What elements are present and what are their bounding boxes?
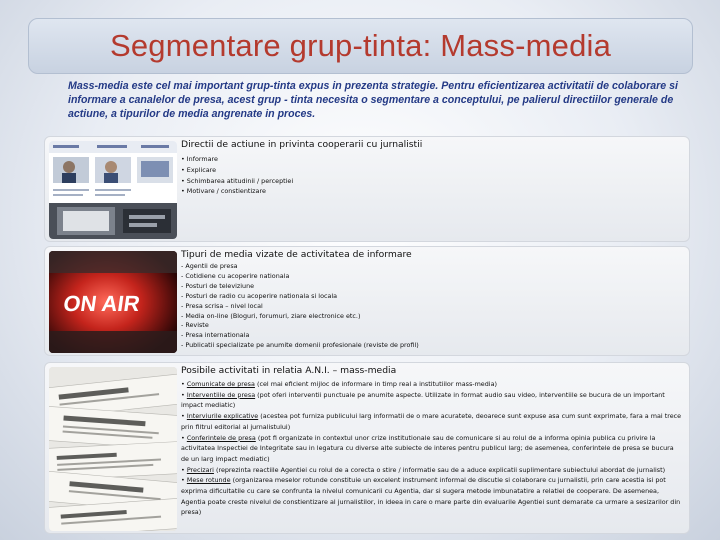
card-body (181, 139, 683, 197)
activity-text: (reprezinta reactiile Agentiei cu rolul de a corecta o stire / informatie sau de a aduce explicatii suplimentare subiectului abordat de jurnalist) (213, 465, 666, 474)
card-body (181, 249, 683, 351)
list-item: • Comunicate de presa (cel mai eficient mijloc de informare in timp real a institutiilor mass-media) (181, 380, 497, 388)
card-heading: Posibile activitati in relatia A.N.I. – mass-media (181, 365, 397, 376)
list-item: • Conferintele de presa (pot fi organizate in contextul unor crize institutionale sau de comunicare si au rolul de a informa opinia publica cu privire la activitatea Inspectiei de Integritate sau in legatura cu diverse alte subiecte de interes pentru publicul larg; de asemenea, conferintele de presa se bucura de un larg impact mediatic) (181, 433, 674, 463)
list-item: - Publicatii specializate pe anumite domenii profesionale (reviste de profil) (181, 341, 419, 350)
list-item: • Mese rotunde (organizarea meselor rotunde constituie un excelent instrument informal de discutie si colaborare cu jurnalistii, prin care acestia isi pot exprima dificultatile cu care se confrunta la nivelul comunicarii cu Agentia, dar si sugera metode imbunatatire a relatiei de cooperare. De asemenea, Agentia poate creste nivelul de constientizare al jurnalistilor, in ideea in care o mare parte din evaluarile Agentiei sunt demarate ca urmare a sesizarilor din presa) (181, 476, 681, 517)
list-item: - Posturi de radio cu acoperire nationala si locala (181, 291, 338, 300)
activity-term: Conferintele de presa (186, 433, 256, 442)
card-media-types (44, 246, 690, 356)
bullet-list (181, 154, 683, 197)
activity-text: (pot fi organizate in contextul unor crize institutionale sau de comunicare si au rolul de a informa opinia publica cu privire la activitatea Inspectiei de Integritate sau in legatura cu diverse alte subiecte de interes pentru publicul larg; de asemenea, conferintele de presa se bucura de un larg impact mediatic) (181, 433, 674, 463)
card-body (181, 365, 683, 518)
activity-text: (pot oferi interventii punctuale pe anumite aspecte. Utilizate in format audio sau video, interventiile se bucura de un important impact mediatic) (181, 390, 665, 410)
list-item: • Explicare (181, 165, 217, 174)
list-item: - Posturi de televiziune (181, 281, 255, 290)
title-banner (28, 18, 693, 74)
newspapers-stack-icon (49, 367, 177, 531)
list-item: - Reviste (181, 321, 209, 330)
activity-term: Precizari (186, 465, 214, 474)
list-item: - Cotidiene cu acoperire nationala (181, 271, 290, 280)
list-item: • Interviurile explicative (acestea pot furniza publicului larg informatii de o mare acuratete, deoarece sunt expuse asa cum sunt exprimate, fara a mai trece prin filtrul editorial al jurnalistului) (181, 412, 682, 431)
slide-title: Segmentare grup-tinta: Mass-media (109, 28, 612, 63)
activity-term: Mese rotunde (186, 476, 231, 485)
list-item: • Interventiile de presa (pot oferi interventii punctuale pe anumite aspecte. Utilizate in format audio sau video, interventiile se bucura de un important impact mediatic) (181, 390, 665, 410)
activity-text: (acestea pot furniza publicului larg informatii de o mare acuratete, deoarece sunt expuse asa cum sunt exprimate, fara a mai trece prin filtrul editorial al jurnalistului) (181, 412, 682, 431)
activity-term: Comunicate de presa (186, 380, 255, 388)
list-item: • Informare (181, 155, 218, 163)
on-air-text: ON AIR (61, 291, 142, 316)
card-action-directions (44, 136, 690, 242)
list-item: - Media on-line (Bloguri, forumuri, ziare electronice etc.) (181, 311, 361, 320)
bullet-list (181, 262, 683, 351)
list-item: • Schimbarea atitudinii / perceptiei (181, 176, 294, 185)
bullet-list (181, 379, 683, 518)
list-item: • Precizari (reprezinta reactiile Agentiei cu rolul de a corecta o stire / informatie sau de a aduce explicatii suplimentare subiectului abordat de jurnalist) (181, 465, 666, 474)
card-possible-activities (44, 362, 690, 534)
business-portal-screenshot-icon (49, 141, 177, 239)
list-item: • Motivare / constientizare (181, 187, 266, 196)
list-item: - Agentii de presa (181, 262, 238, 270)
list-item: - Presa internationala (181, 331, 250, 340)
intro-paragraph: Mass-media este cel mai important grup-tinta expus in prezenta strategie. Pentru eficientizarea activitatii de colaborare si informare a canalelor de presa, acest grup - tinta necesita o segmentare a conceptului, pe palierul directiilor generale de actiune, a tipurilor de media angrenate in proces. (68, 80, 678, 120)
activity-text: (organizarea meselor rotunde constituie un excelent instrument informal de discutie si colaborare cu jurnalistii, prin care acestia isi pot exprima dificultatile cu care se confrunta la nivelul comunicarii cu Agentia, dar si sugera metode imbunatatire a relatiei de cooperare. De asemenea, Agentia poate creste nivelul de constientizare al jurnalistilor, in ideea in care o mare parte din evaluarile Agentiei sunt demarate ca urmare a sesizarilor din presa) (181, 476, 681, 517)
card-heading: Directii de actiune in privinta cooperarii cu jurnalistii (181, 139, 423, 150)
card-heading: Tipuri de media vizate de activitatea de informare (181, 249, 412, 260)
on-air-sign-icon (49, 251, 177, 353)
list-item: - Presa scrisa – nivel local (181, 301, 263, 310)
activity-text: (cel mai eficient mijloc de informare in timp real a institutiilor mass-media) (254, 380, 497, 388)
activity-term: Interviurile explicative (186, 412, 259, 421)
activity-term: Interventiile de presa (186, 390, 256, 399)
